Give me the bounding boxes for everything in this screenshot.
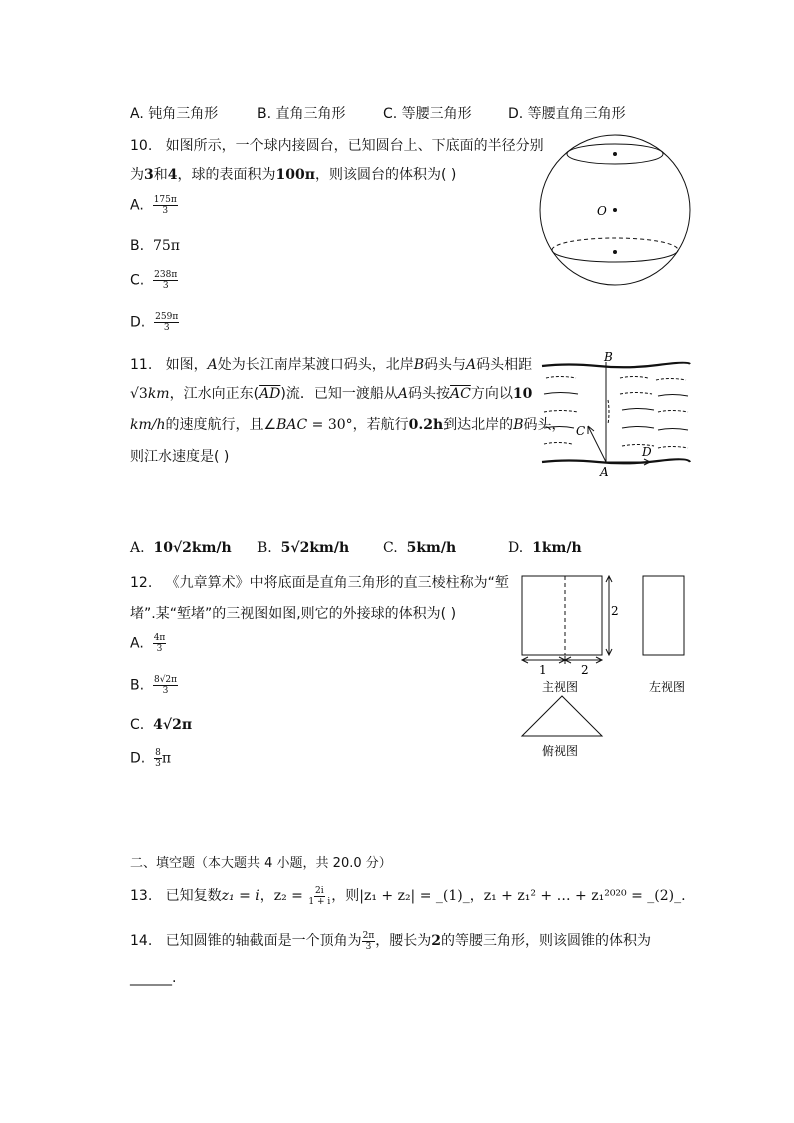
q10-option-b (130, 238, 180, 254)
q13-text: 已知复数 (165, 888, 222, 904)
label-C: C (576, 424, 586, 438)
option-value: 4√2π (153, 717, 193, 733)
option-label: D. (130, 750, 146, 767)
dim-left: 1 (539, 663, 547, 677)
numerator: 238π (154, 270, 178, 280)
q10-line1 (130, 135, 544, 155)
q13-text: ，则|z₁ + z₂| = _(1)_，z₁ + z₁² + … + z₁²⁰²⁰ = _(2)_. (331, 888, 686, 904)
denominator: 3 (163, 323, 170, 333)
q10-option-a (130, 195, 178, 216)
label-D: D (642, 445, 652, 459)
q11-text: 的速度航行，且∠ (165, 417, 277, 433)
side-view-label: 左视图 (649, 680, 686, 694)
q14-leg: 2 (431, 933, 442, 949)
option-label: B. (130, 238, 145, 254)
q11-text: 码头相距 (476, 357, 533, 373)
q12-stem-1: 《九章算术》中将底面是直角三角形的直三棱柱称为“堑 (165, 575, 509, 591)
q13-z2-lead: ，z₂ = (259, 888, 308, 904)
option-label: A. (130, 635, 144, 652)
north-bank (542, 363, 690, 368)
q10-option-d (130, 312, 179, 333)
option-value: 5km/h (406, 540, 457, 556)
option-label: A. (130, 540, 145, 556)
q10-sphere-figure (535, 130, 695, 290)
q12-three-views-figure (515, 570, 715, 765)
q9-option-c: C. 等腰三角形 (383, 106, 472, 122)
q11-var: A (397, 386, 408, 402)
top-view-label: 俯视图 (542, 744, 579, 758)
front-view-rect (522, 576, 602, 655)
fraction (153, 270, 178, 291)
front-view-label: 主视图 (542, 680, 579, 694)
numerator: 8√2π (153, 675, 178, 685)
q11-text: )流．已知一渡船从 (280, 386, 398, 402)
option-value: 75π (152, 238, 180, 254)
q11-text: 码头与 (424, 357, 467, 373)
fraction (153, 633, 167, 654)
fraction (154, 312, 179, 333)
q11-angle-value: = 30° (307, 417, 353, 433)
numerator: 2π (362, 930, 375, 941)
q11-unit: km/h (130, 417, 166, 433)
option-label: A. (130, 197, 144, 214)
option-suffix: π (161, 750, 172, 767)
denominator: 1 + i (308, 896, 331, 907)
q11-vector-ac: $\overline{AC}$ (450, 386, 471, 402)
q14-answer-blank: ______. (130, 970, 177, 986)
numerator: 2i (314, 885, 324, 896)
q11-text: ，江水向正东( (169, 386, 260, 402)
label-A: A (600, 465, 609, 478)
q10-stem-1: 如图所示，一个球内接圆台，已知圆台上、下底面的半径分别 (165, 138, 544, 154)
q11-root: √3 (130, 386, 148, 402)
q12-option-d (130, 748, 171, 769)
q10-text: 为 (130, 167, 144, 183)
fraction (153, 675, 178, 696)
q11-option-d (508, 540, 582, 556)
south-bank (542, 459, 690, 463)
fraction (307, 886, 331, 907)
q11-text: 码头按 (408, 386, 450, 402)
q12-line2: 堵”.某“堑堵”的三视图如图,则它的外接球的体积为( ) (130, 606, 457, 622)
sphere-center-dot (613, 208, 617, 212)
denominator: 3 (162, 686, 169, 696)
top-center-dot (613, 152, 617, 156)
q10-r1: 3 (144, 167, 154, 183)
q10-text: 和 (153, 167, 168, 183)
q11-unit: km (147, 386, 170, 402)
q12-option-c (130, 717, 192, 733)
q14-line1 (130, 930, 651, 952)
numerator: 8 (155, 748, 161, 758)
denominator: 3 (365, 941, 372, 952)
q13-z1: z₁ = i (221, 888, 260, 904)
q11-number: 11. (130, 357, 153, 373)
q11-var: A (207, 357, 218, 373)
fraction (153, 195, 178, 216)
q11-speed: 10 (512, 386, 533, 402)
dim-right: 2 (581, 663, 589, 677)
option-label: C. (130, 272, 145, 289)
q11-text: 到达北岸的 (443, 417, 514, 433)
fraction (362, 931, 376, 952)
q11-time: 0.2h (408, 417, 444, 433)
option-label: D. (508, 540, 524, 556)
q11-text: 码头， (523, 417, 566, 433)
q12-option-a (130, 633, 166, 654)
q11-text: 方向以 (470, 386, 513, 402)
q11-text: ，若航行 (352, 417, 409, 433)
q11-var: A (466, 357, 477, 373)
q11-text: 处为长江南岸某渡口码头，北岸 (217, 357, 414, 373)
denominator: 3 (162, 206, 169, 216)
q11-line4: 则江水速度是( ) (130, 449, 230, 465)
section-2-title: 二、填空题（本大题共 4 小题，共 20.0 分） (130, 856, 392, 871)
q11-river-figure (538, 350, 694, 478)
bottom-center-dot (613, 250, 617, 254)
q14-text: ，腰长为 (375, 933, 432, 949)
q11-angle: BAC (276, 417, 308, 433)
dim-height: 2 (611, 604, 619, 618)
q12-option-b (130, 675, 178, 696)
option-label: C. (383, 540, 398, 556)
q11-vector-ad: $\overline{AD}$ (259, 386, 281, 402)
q14-number: 14. (130, 933, 153, 949)
q10-number: 10. (130, 138, 153, 154)
q14-text: 的等腰三角形，则该圆锥的体积为 (441, 933, 652, 949)
denominator: 3 (155, 759, 161, 769)
q12-number: 12. (130, 575, 153, 591)
q10-text: ，则该圆台的体积为( ) (314, 167, 457, 183)
side-view-rect (643, 576, 684, 655)
fraction (154, 748, 162, 769)
q10-r2: 4 (167, 167, 178, 183)
q11-text: 如图， (165, 357, 208, 373)
q11-option-c (383, 540, 456, 556)
denominator: 3 (156, 644, 163, 654)
q9-option-a: A. 钝角三角形 (130, 106, 219, 122)
q13-line (130, 885, 686, 907)
q13-number: 13. (130, 888, 153, 904)
q11-line2 (130, 383, 532, 403)
option-value: 5√2km/h (280, 540, 350, 556)
q11-line1 (130, 354, 532, 374)
line-ac (588, 426, 606, 462)
numerator: 175π (153, 195, 177, 205)
numerator: 259π (155, 312, 179, 322)
q10-area: 100π (275, 167, 315, 183)
q9-option-b: B. 直角三角形 (257, 106, 346, 122)
option-value: 10√2km/h (153, 540, 232, 556)
q10-text: ，球的表面积为 (177, 167, 276, 183)
denominator: 3 (162, 281, 169, 291)
numerator: 4π (153, 633, 166, 643)
top-view-triangle (522, 696, 602, 736)
q11-option-a (130, 540, 232, 556)
option-label: C. (130, 717, 145, 733)
option-label: D. (130, 314, 146, 331)
q11-var: B (413, 357, 425, 373)
q12-line1 (130, 572, 509, 592)
q11-option-b (257, 540, 349, 556)
q10-option-c (130, 270, 178, 291)
label-O: O (597, 204, 607, 218)
option-label: B. (257, 540, 272, 556)
q14-text: 已知圆锥的轴截面是一个顶角为 (165, 933, 362, 949)
option-label: B. (130, 677, 145, 694)
q9-option-d: D. 等腰直角三角形 (508, 106, 626, 122)
q11-line3 (130, 414, 565, 434)
q10-line2 (130, 164, 456, 184)
water-waves (544, 377, 688, 449)
option-value: 1km/h (532, 540, 582, 556)
label-B: B (604, 350, 613, 364)
bottom-base-back (552, 238, 678, 250)
q11-var: B (513, 417, 524, 433)
